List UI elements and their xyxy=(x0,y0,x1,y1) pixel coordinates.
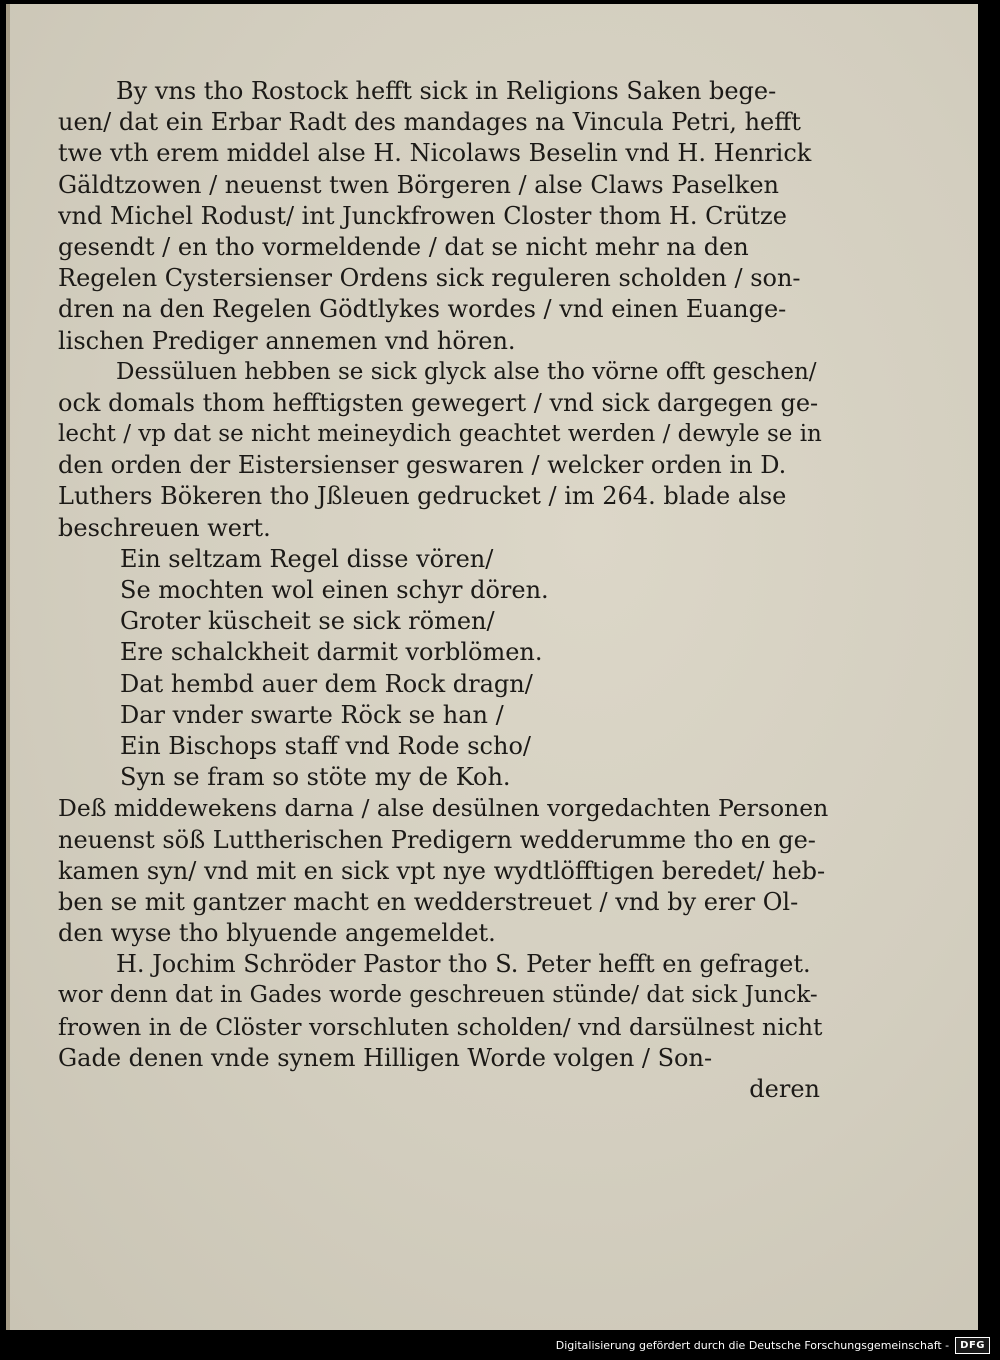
text-line: uen/ dat ein Erbar Radt des mandages na Vincula Petri, hefft xyxy=(58,108,801,137)
dfg-logo: DFG xyxy=(955,1337,990,1354)
text-line: Groter küscheit se sick römen/ xyxy=(120,607,495,636)
text-line: Dessüluen hebben se sick glyck alse tho vörne offt geschen/ xyxy=(116,358,817,385)
page-text xyxy=(58,76,828,1105)
text-line: Gäldtzowen / neuenst twen Börgeren / alse Claws Paselken xyxy=(58,170,779,199)
text-line: Ere schalckheit darmit vorblömen. xyxy=(120,638,543,667)
text-line: beschreuen wert. xyxy=(58,513,271,542)
text-line: Luthers Bökeren tho Jßleuen gedrucket / im 264. blade alse xyxy=(58,482,787,511)
text-line: vnd Michel Rodust/ int Junckfrowen Closter thom H. Crütze xyxy=(58,201,787,230)
text-line: Syn se fram so stöte my de Koh. xyxy=(120,763,511,792)
text-line: ben se mit gantzer macht en wedderstreuet / vnd by erer Ol- xyxy=(58,887,799,916)
text-line: gesendt / en tho vormeldende / dat se nicht mehr na den xyxy=(58,232,749,261)
text-line: neuenst söß Luttherischen Predigern wedderumme tho en ge- xyxy=(58,825,816,854)
text-line: H. Jochim Schröder Pastor tho S. Peter hefft en gefraget. xyxy=(116,950,811,979)
text-line: kamen syn/ vnd mit en sick vpt nye wydtlöfftigen beredet/ heb- xyxy=(58,856,826,885)
text-line: Se mochten wol einen schyr dören. xyxy=(120,576,549,604)
text-line: By vns tho Rostock hefft sick in Religions Saken bege- xyxy=(116,77,777,105)
page-edge xyxy=(6,4,10,1330)
text-line: wor denn dat in Gades worde geschreuen stünde/ dat sick Junck- xyxy=(58,982,818,1009)
text-line: Regelen Cystersienser Ordens sick reguleren scholden / son- xyxy=(58,264,801,293)
text-line: Ein Bischops staff vnd Rode scho/ xyxy=(120,731,531,760)
text-line: lischen Prediger annemen vnd hören. xyxy=(58,326,516,355)
text-line: ock domals thom hefftigsten gewegert / vnd sick dargegen ge- xyxy=(58,388,819,417)
text-line: Dar vnder swarte Röck se han / xyxy=(120,700,504,729)
text-line: den wyse tho blyuende angemeldet. xyxy=(58,919,496,948)
catchword: deren xyxy=(749,1075,820,1103)
funding-footer xyxy=(556,1335,990,1355)
text-line: Gade denen vnde synem Hilligen Worde volgen / Son- xyxy=(58,1043,713,1072)
text-line: Ein seltzam Regel disse vören/ xyxy=(120,544,494,573)
text-line: frowen in de Clöster vorschluten scholden/ vnd darsülnest nicht xyxy=(58,1012,823,1041)
text-line: dren na den Regelen Gödtlykes wordes / vnd einen Euange- xyxy=(58,295,787,324)
text-line: twe vth erem middel alse H. Nicolaws Beselin vnd H. Henrick xyxy=(58,139,812,168)
text-line: den orden der Eistersienser geswaren / welcker orden in D. xyxy=(58,451,787,480)
text-line: Dat hembd auer dem Rock dragn/ xyxy=(120,669,533,698)
text-line: lecht / vp dat se nicht meineydich geachtet werden / dewyle se in xyxy=(58,421,822,448)
funding-text: Digitalisierung gefördert durch die Deutsche Forschungsgemeinschaft - xyxy=(555,1338,950,1352)
text-line: Deß middewekens darna / alse desülnen vorgedachten Personen xyxy=(58,794,828,823)
